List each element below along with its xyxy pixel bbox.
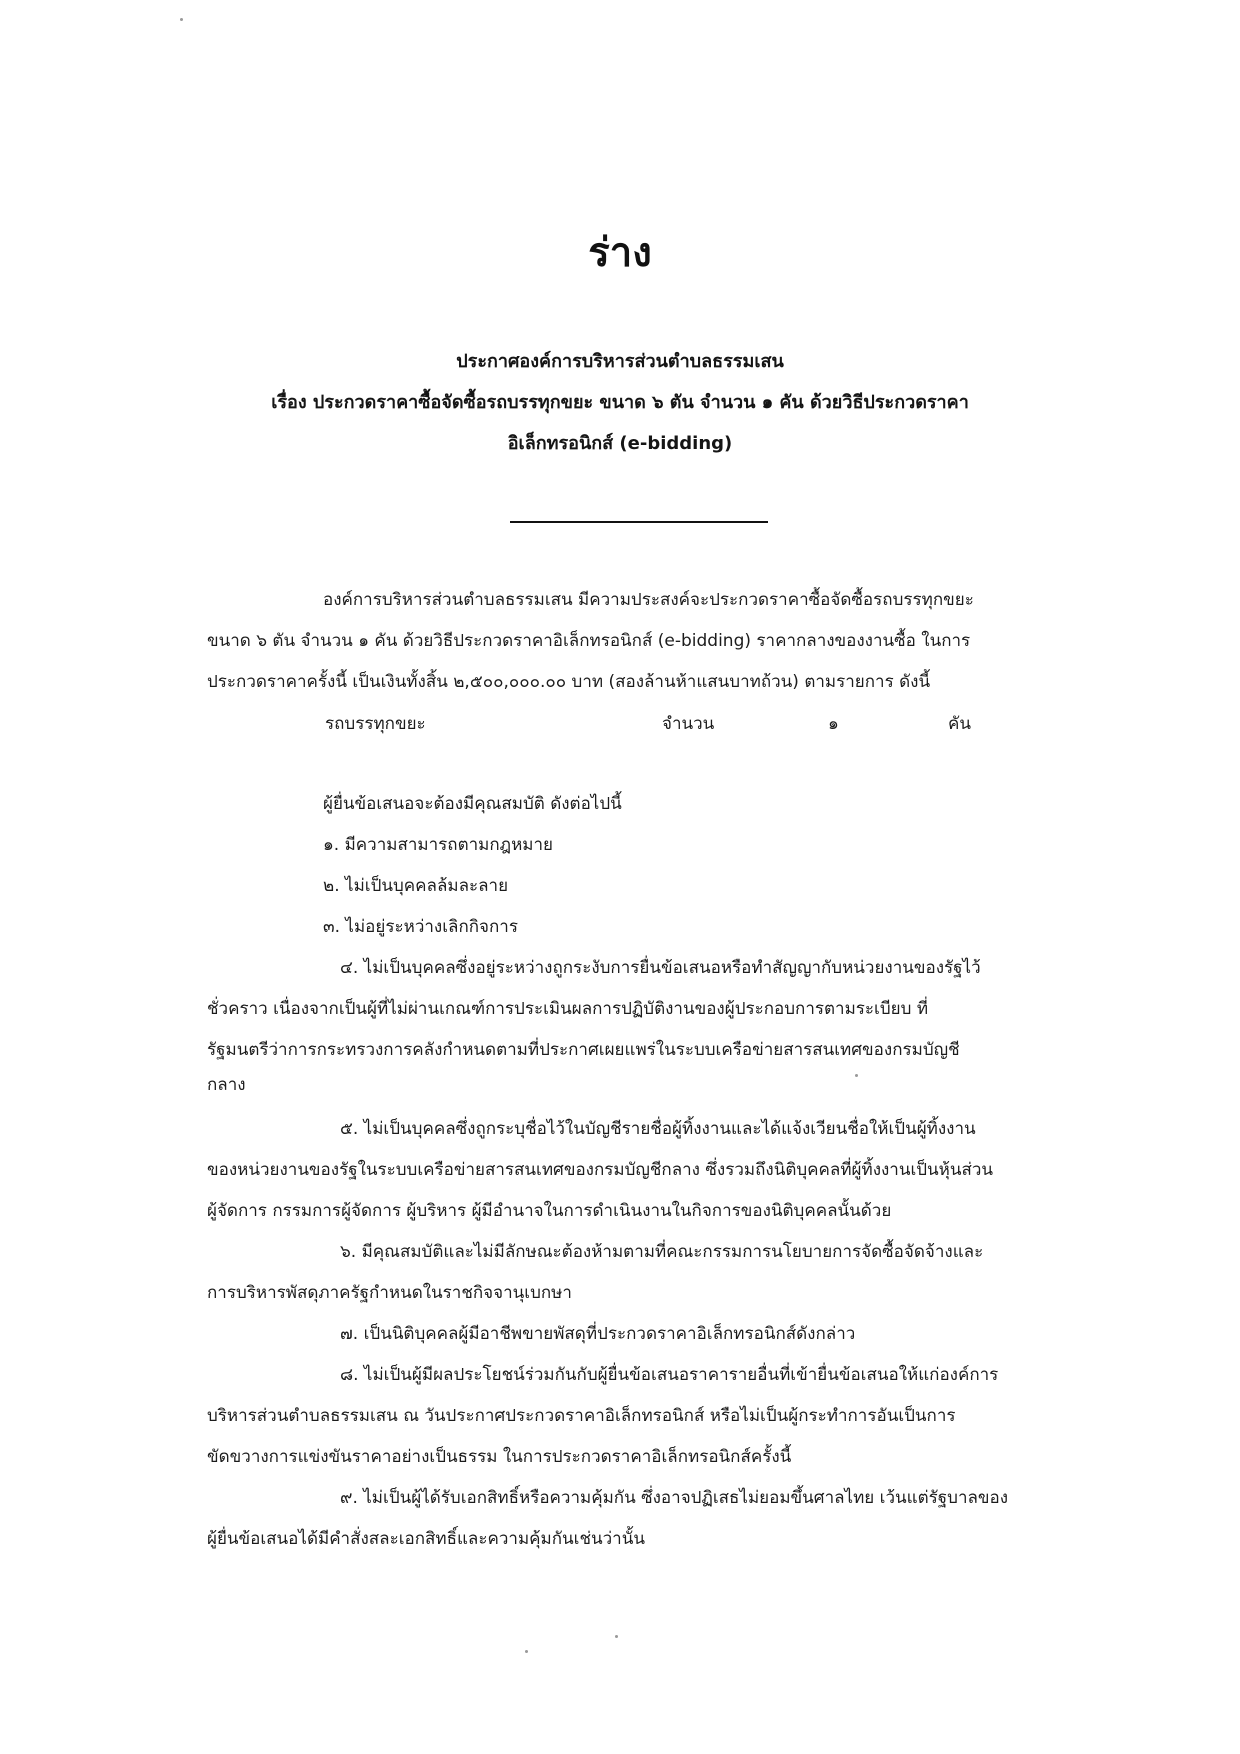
scan-speck [855, 1074, 858, 1077]
item-qty-label: จำนวน [662, 714, 715, 734]
qualification-8: ๘. ไม่เป็นผู้มีผลประโยชน์ร่วมกันกับผู้ยื่นข้อเสนอราคารายอื่นที่เข้ายื่นข้อเสนอให้แก่องค์การ [340, 1365, 999, 1385]
item-name: รถบรรทุกขยะ [325, 714, 426, 734]
qualification-6: ๖. มีคุณสมบัติและไม่มีลักษณะต้องห้ามตามที่คณะกรรมการนโยบายการจัดซื้อจัดจ้างและ [340, 1242, 984, 1262]
item-qty: ๑ [828, 714, 839, 734]
qualification-1: ๑. มีความสามารถตามกฎหมาย [323, 835, 553, 855]
qualification-8-cont-2: ขัดขวางการแข่งขันราคาอย่างเป็นธรรม ในการประกวดราคาอิเล็กทรอนิกส์ครั้งนี้ [207, 1447, 792, 1467]
item-unit: คัน [948, 714, 971, 734]
qualification-4: ๔. ไม่เป็นบุคคลซึ่งอยู่ระหว่างถูกระงับการยื่นข้อเสนอหรือทำสัญญากับหน่วยงานของรัฐไว้ [340, 958, 981, 978]
qualification-4-cont-2: รัฐมนตรีว่าการกระทรวงการคลังกำหนดตามที่ประกาศเผยแพร่ในระบบเครือข่ายสารสนเทศของกรมบัญชี [207, 1040, 960, 1060]
scan-speck [525, 1650, 528, 1653]
qualification-5-cont-2: ผู้จัดการ กรรมการผู้จัดการ ผู้บริหาร ผู้มีอำนาจในการดำเนินงานในกิจการของนิติบุคคลนั้นด้วย [207, 1201, 892, 1221]
qualification-9-cont: ผู้ยื่นข้อเสนอได้มีคำสั่งสละเอกสิทธิ์และความคุ้มกันเช่นว่านั้น [207, 1529, 645, 1549]
qualification-9: ๙. ไม่เป็นผู้ได้รับเอกสิทธิ์หรือความคุ้มกัน ซึ่งอาจปฏิเสธไม่ยอมขึ้นศาลไทย เว้นแต่รัฐบาลของ [340, 1488, 1009, 1508]
qualification-7: ๗. เป็นนิติบุคคลผู้มีอาชีพขายพัสดุที่ประกวดราคาอิเล็กทรอนิกส์ดังกล่าว [340, 1324, 856, 1344]
scan-speck [180, 18, 183, 21]
qualification-5: ๕. ไม่เป็นบุคคลซึ่งถูกระบุชื่อไว้ในบัญชีรายชื่อผู้ทิ้งงานและได้แจ้งเวียนชื่อให้เป็นผู้ทิ้งงาน [340, 1119, 976, 1139]
qualification-5-cont-1: ของหน่วยงานของรัฐในระบบเครือข่ายสารสนเทศของกรมบัญชีกลาง ซึ่งรวมถึงนิติบุคคลที่ผู้ทิ้งงานเป็นหุ้นส่วน [207, 1160, 994, 1180]
intro-line-3: ประกวดราคาครั้งนี้ เป็นเงินทั้งสิ้น ๒,๕๐๐,๐๐๐.๐๐ บาท (สองล้านห้าแสนบาทถ้วน) ตามรายการ ดังนี้ [207, 672, 931, 692]
announcement-title: ประกาศองค์การบริหารส่วนตำบลธรรมเสน [456, 351, 784, 372]
announcement-subject: เรื่อง ประกวดราคาซื้อจัดซื้อรถบรรทุกขยะ ขนาด ๖ ตัน จำนวน ๑ คัน ด้วยวิธีประกวดราคา [271, 392, 969, 413]
qualification-2: ๒. ไม่เป็นบุคคลล้มละลาย [323, 876, 509, 896]
qualification-4-cont-3: กลาง [207, 1075, 246, 1095]
qualification-4-cont-1: ชั่วคราว เนื่องจากเป็นผู้ที่ไม่ผ่านเกณฑ์การประเมินผลการปฏิบัติงานของผู้ประกอบการตามระเบียบ ที่ [207, 999, 929, 1019]
qualification-6-cont: การบริหารพัสดุภาครัฐกำหนดในราชกิจจานุเบกษา [207, 1283, 572, 1303]
qualifications-title: ผู้ยื่นข้อเสนอจะต้องมีคุณสมบัติ ดังต่อไปนี้ [323, 794, 622, 814]
draft-mark: ร่าง [588, 230, 652, 276]
announcement-subject-cont: อิเล็กทรอนิกส์ (e-bidding) [507, 433, 733, 454]
intro-line-2: ขนาด ๖ ตัน จำนวน ๑ คัน ด้วยวิธีประกวดราคาอิเล็กทรอนิกส์ (e-bidding) ราคากลางของงานซื้อ ในการ [207, 631, 971, 651]
heading-divider [510, 521, 768, 523]
qualification-3: ๓. ไม่อยู่ระหว่างเลิกกิจการ [323, 917, 518, 937]
scan-speck [615, 1635, 618, 1638]
qualification-8-cont-1: บริหารส่วนตำบลธรรมเสน ณ วันประกาศประกวดราคาอิเล็กทรอนิกส์ หรือไม่เป็นผู้กระทำการอันเป็นการ [207, 1406, 956, 1426]
intro-line-1: องค์การบริหารส่วนตำบลธรรมเสน มีความประสงค์จะประกวดราคาซื้อจัดซื้อรถบรรทุกขยะ [323, 590, 974, 610]
